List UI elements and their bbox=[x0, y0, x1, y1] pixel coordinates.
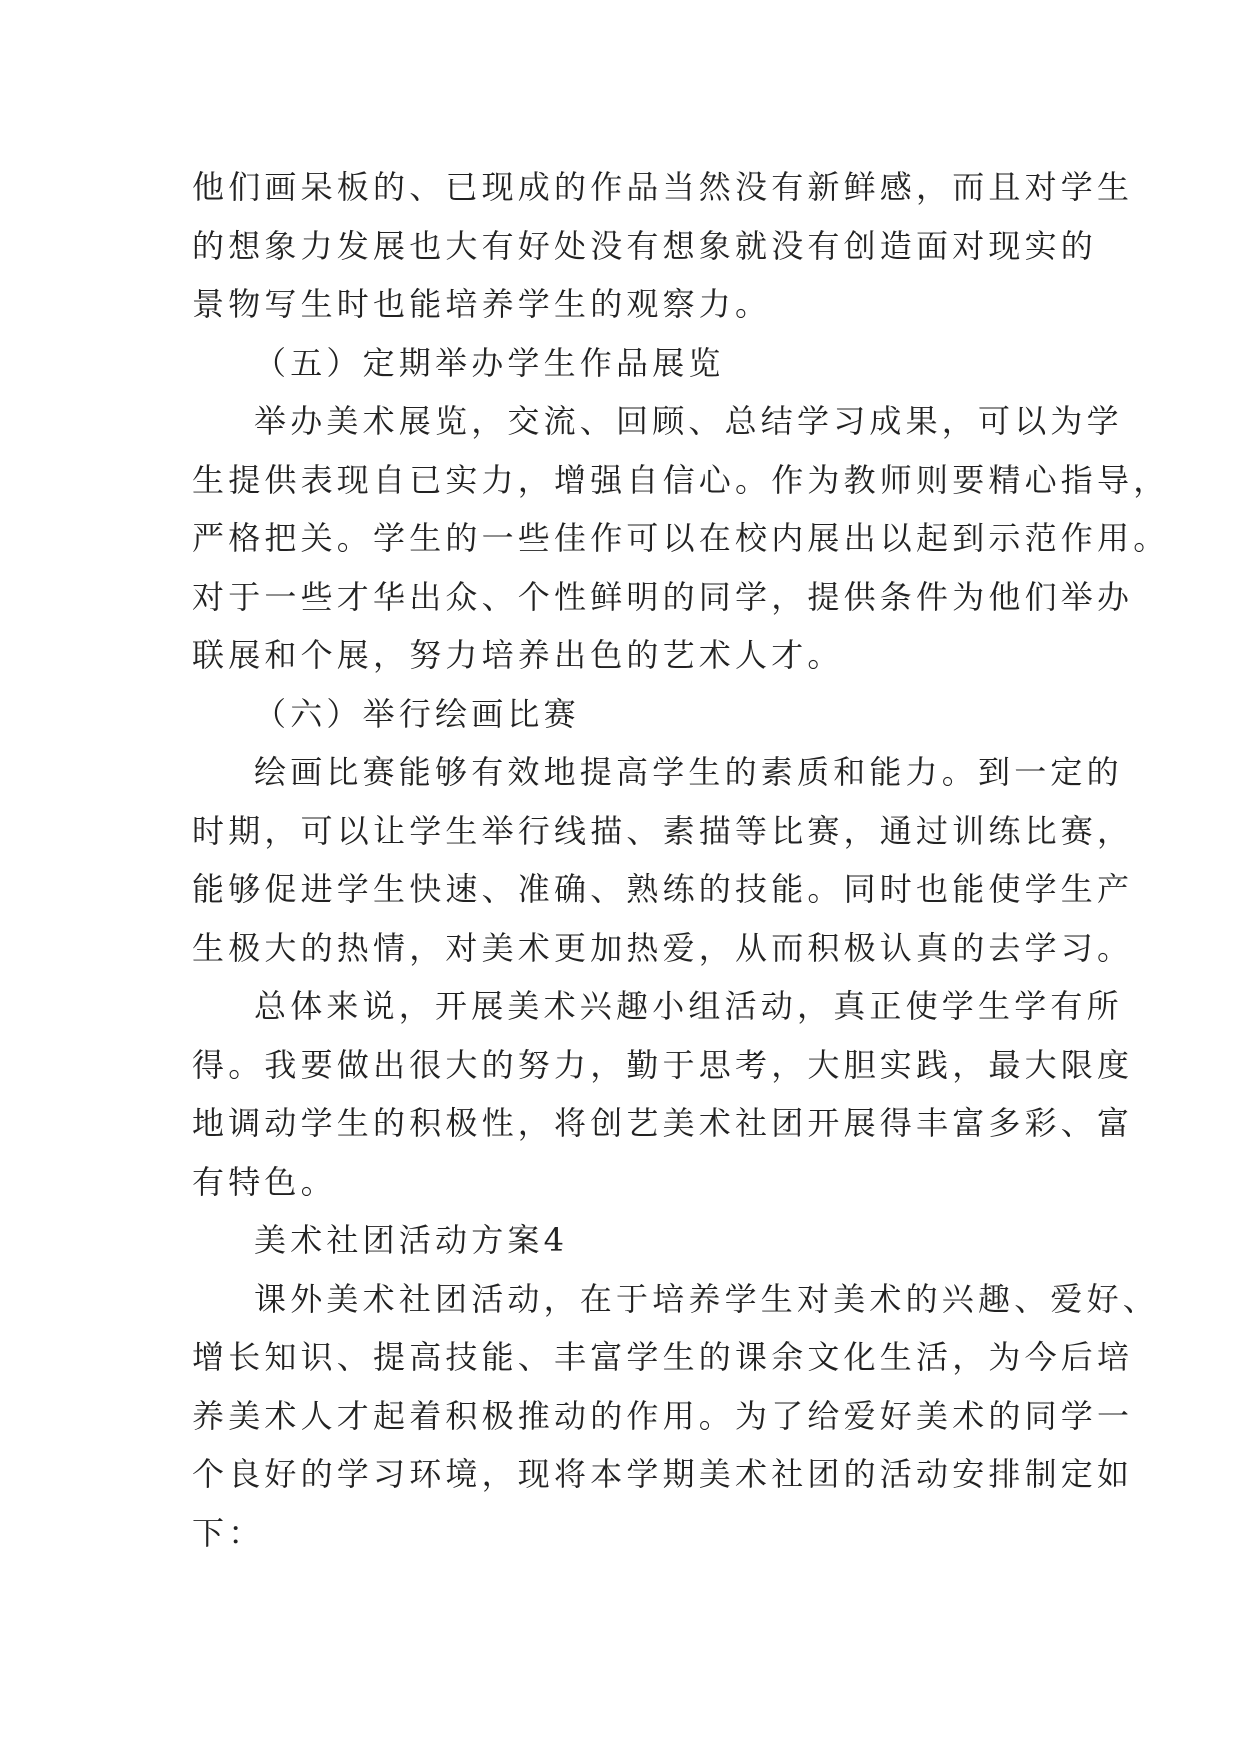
paragraph-first-line: 总体来说，开展美术兴趣小组活动，真正使学生学有所 bbox=[254, 987, 1123, 1025]
section-heading-five: （五）定期举办学生作品展览 bbox=[254, 343, 725, 382]
body-line: 生极大的热情，对美术更加热爱，从而积极认真的去学习。 bbox=[192, 928, 1134, 967]
document-subtitle: 美术社团活动方案4 bbox=[254, 1221, 569, 1259]
body-line: 个良好的学习环境，现将本学期美术社团的活动安排制定如 bbox=[192, 1455, 1134, 1493]
body-line: 对于一些才华出众、个性鲜明的同学，提供条件为他们举办 bbox=[192, 577, 1134, 616]
body-line: 增长知识、提高技能、丰富学生的课余文化生活，为今后培 bbox=[192, 1338, 1134, 1376]
body-line: 景物写生时也能培养学生的观察力。 bbox=[192, 285, 772, 323]
paragraph-first-line: 课外美术社团活动，在于培养学生对美术的兴趣、爱好、 bbox=[254, 1279, 1160, 1318]
body-line: 下： bbox=[192, 1513, 265, 1552]
body-line: 时期，可以让学生举行线描、素描等比赛，通过训练比赛， bbox=[192, 811, 1134, 850]
body-line: 联展和个展，努力培养出色的艺术人才。 bbox=[192, 636, 844, 674]
body-line: 养美术人才起着积极推动的作用。为了给爱好美术的同学一 bbox=[192, 1396, 1134, 1435]
body-line: 的想象力发展也大有好处没有想象就没有创造面对现实的 bbox=[192, 226, 1098, 265]
body-line: 得。我要做出很大的努力，勤于思考，大胆实践，最大限度 bbox=[192, 1045, 1134, 1084]
paragraph-first-line: 绘画比赛能够有效地提高学生的素质和能力。到一定的 bbox=[254, 753, 1123, 791]
body-line: 能够促进学生快速、准确、熟练的技能。同时也能使学生产 bbox=[192, 870, 1134, 908]
section-heading-six: （六）举行绘画比赛 bbox=[254, 694, 580, 733]
body-line: 有特色。 bbox=[192, 1162, 337, 1201]
body-line: 地调动学生的积极性，将创艺美术社团开展得丰富多彩、富 bbox=[192, 1104, 1134, 1142]
body-line: 他们画呆板的、已现成的作品当然没有新鲜感，而且对学生 bbox=[192, 168, 1134, 206]
body-line: 生提供表现自已实力，增强自信心。作为教师则要精心指导， bbox=[192, 460, 1170, 499]
paragraph-first-line: 举办美术展览，交流、回顾、总结学习成果，可以为学 bbox=[254, 402, 1123, 440]
document-body bbox=[192, 158, 1170, 1562]
body-line: 严格把关。学生的一些佳作可以在校内展出以起到示范作用。 bbox=[192, 519, 1170, 557]
